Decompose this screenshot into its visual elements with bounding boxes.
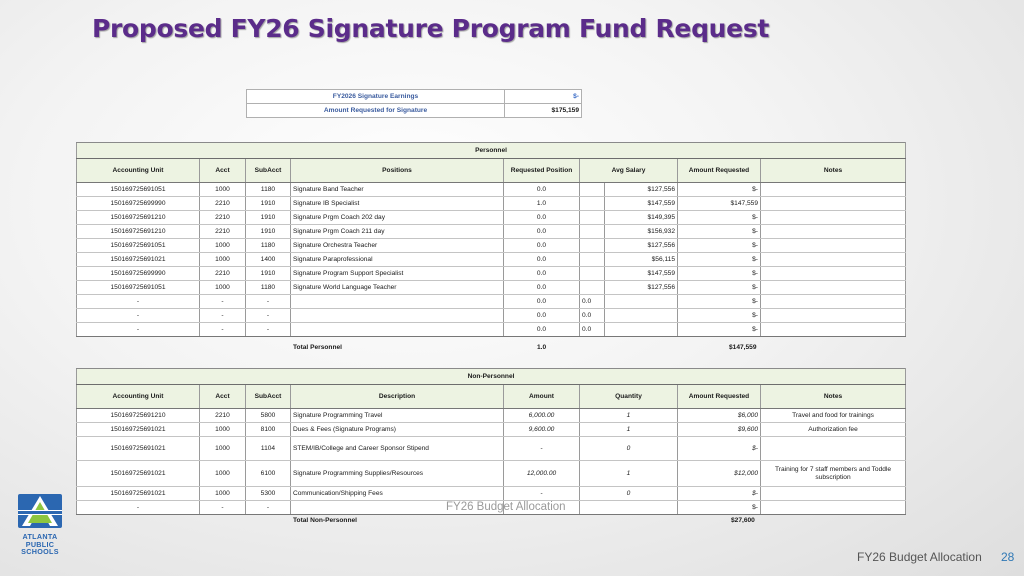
table-cell <box>761 211 906 225</box>
table-cell: Dues & Fees (Signature Programs) <box>291 423 504 437</box>
table-cell: 2210 <box>200 409 246 423</box>
table-cell: 0.0 <box>504 211 580 225</box>
table-cell: $- <box>678 253 761 267</box>
table-cell: 150169725691021 <box>77 423 200 437</box>
table-cell: Signature Band Teacher <box>291 183 504 197</box>
table-cell: 0.0 <box>504 281 580 295</box>
table-cell: 9,600.00 <box>504 423 580 437</box>
table-cell: Signature Paraprofessional <box>291 253 504 267</box>
table-cell <box>291 323 504 337</box>
table-cell: - <box>77 309 200 323</box>
table-cell: 1000 <box>200 423 246 437</box>
table-cell: 1910 <box>246 211 291 225</box>
table-cell: 2210 <box>200 225 246 239</box>
table-cell: - <box>246 501 291 515</box>
total-personnel-positions: 1.0 <box>537 344 547 351</box>
table-cell: - <box>200 501 246 515</box>
table-cell: 1180 <box>246 239 291 253</box>
table-cell <box>580 225 605 239</box>
column-header: Accounting Unit <box>77 385 200 409</box>
watermark-text: FY26 Budget Allocation <box>446 501 566 513</box>
table-cell <box>580 211 605 225</box>
personnel-table <box>76 142 906 337</box>
total-personnel-amount: $147,559 <box>729 344 757 351</box>
table-cell: $- <box>678 239 761 253</box>
table-cell: Signature Orchestra Teacher <box>291 239 504 253</box>
table-cell: 1.0 <box>504 197 580 211</box>
section-band <box>77 369 906 385</box>
table-cell: 1104 <box>246 437 291 461</box>
table-cell <box>605 323 678 337</box>
table-cell: 2210 <box>200 211 246 225</box>
table-cell: - <box>200 295 246 309</box>
table-row <box>77 461 906 487</box>
table-cell <box>605 309 678 323</box>
table-cell: 2210 <box>200 197 246 211</box>
header-row <box>77 159 906 183</box>
table-cell: $- <box>678 183 761 197</box>
table-cell <box>761 225 906 239</box>
table-cell: $- <box>678 323 761 337</box>
table-row <box>77 323 906 337</box>
table-cell: 1180 <box>246 183 291 197</box>
table-cell: - <box>504 487 580 501</box>
section-band <box>77 143 906 159</box>
table-cell <box>291 295 504 309</box>
table-cell: 150169725691021 <box>77 487 200 501</box>
table-cell: 150169725691021 <box>77 437 200 461</box>
table-cell: 1000 <box>200 253 246 267</box>
table-cell: 0.0 <box>504 323 580 337</box>
table-cell: $127,556 <box>605 183 678 197</box>
table-cell: $- <box>678 295 761 309</box>
table-row <box>77 437 906 461</box>
summary-value: $- <box>505 90 582 104</box>
table-cell <box>761 183 906 197</box>
table-cell: 0.0 <box>504 225 580 239</box>
table-cell: 0.0 <box>580 309 605 323</box>
column-header: SubAcct <box>246 385 291 409</box>
table-cell: 1180 <box>246 281 291 295</box>
column-header: Acct <box>200 385 246 409</box>
table-cell: - <box>200 309 246 323</box>
table-cell: - <box>77 295 200 309</box>
table-cell: 1910 <box>246 197 291 211</box>
table-row <box>77 409 906 423</box>
table-cell: 150169725691210 <box>77 211 200 225</box>
table-cell <box>761 197 906 211</box>
table-cell: $56,115 <box>605 253 678 267</box>
logo-line: ATLANTA <box>22 532 58 541</box>
column-header: Amount <box>504 385 580 409</box>
table-cell: 8100 <box>246 423 291 437</box>
summary-value: $175,159 <box>505 104 582 118</box>
table-cell: 150169725691051 <box>77 183 200 197</box>
table-cell: Training for 7 staff members and Toddle subscription <box>761 461 906 487</box>
table-cell <box>605 295 678 309</box>
nonpersonnel-table <box>76 368 906 515</box>
section-title: Non-Personnel <box>77 369 906 385</box>
table-cell: 6,000.00 <box>504 409 580 423</box>
table-cell: 0.0 <box>504 183 580 197</box>
table-cell <box>761 501 906 515</box>
table-row <box>77 487 906 501</box>
table-cell: 150169725699990 <box>77 267 200 281</box>
table-cell <box>761 437 906 461</box>
table-row <box>77 253 906 267</box>
table-cell: Signature IB Specialist <box>291 197 504 211</box>
table-cell: $- <box>678 487 761 501</box>
total-nonpersonnel-amount: $27,600 <box>731 517 755 524</box>
total-nonpersonnel-label: Total Non-Personnel <box>293 517 357 524</box>
column-header: Amount Requested <box>678 159 761 183</box>
logo-a-icon <box>14 492 66 528</box>
table-cell: - <box>246 309 291 323</box>
table-cell: $127,556 <box>605 239 678 253</box>
table-cell: $- <box>678 437 761 461</box>
summary-row <box>247 104 582 118</box>
table-cell: - <box>246 323 291 337</box>
table-cell: 1 <box>580 409 678 423</box>
table-cell <box>580 239 605 253</box>
table-cell <box>761 239 906 253</box>
table-cell <box>761 253 906 267</box>
column-header: SubAcct <box>246 159 291 183</box>
table-cell <box>291 309 504 323</box>
table-cell: $- <box>678 225 761 239</box>
table-cell: 150169725699990 <box>77 197 200 211</box>
table-cell: - <box>246 295 291 309</box>
table-cell: - <box>77 501 200 515</box>
table-cell: Authorization fee <box>761 423 906 437</box>
table-cell: $- <box>678 501 761 515</box>
column-header: Positions <box>291 159 504 183</box>
table-cell: 150169725691051 <box>77 239 200 253</box>
table-row <box>77 281 906 295</box>
table-cell: 1000 <box>200 461 246 487</box>
table-cell: - <box>504 437 580 461</box>
column-header: Notes <box>761 159 906 183</box>
table-cell: 0 <box>580 487 678 501</box>
table-cell: 5800 <box>246 409 291 423</box>
table-cell: 0.0 <box>504 239 580 253</box>
table-cell: 0.0 <box>580 295 605 309</box>
table-cell: 150169725691051 <box>77 281 200 295</box>
table-cell: Travel and food for trainings <box>761 409 906 423</box>
table-cell: STEM/IB/College and Career Sponsor Stipend <box>291 437 504 461</box>
table-cell: - <box>200 323 246 337</box>
table-cell: 1000 <box>200 281 246 295</box>
table-row <box>77 309 906 323</box>
table-cell: $9,600 <box>678 423 761 437</box>
table-cell: 1000 <box>200 487 246 501</box>
table-row <box>77 267 906 281</box>
atlanta-public-schools-logo <box>14 492 66 556</box>
header-row <box>77 385 906 409</box>
table-cell: $- <box>678 267 761 281</box>
table-row <box>77 197 906 211</box>
column-header: Notes <box>761 385 906 409</box>
table-cell: Signature Prgm Coach 202 day <box>291 211 504 225</box>
summary-row <box>247 90 582 104</box>
table-cell: $- <box>678 211 761 225</box>
table-cell <box>580 253 605 267</box>
total-personnel-label: Total Personnel <box>293 344 342 351</box>
table-cell: 2210 <box>200 267 246 281</box>
page-number: 28 <box>1001 550 1015 564</box>
table-cell: Signature Programming Supplies/Resources <box>291 461 504 487</box>
column-header: Amount Requested <box>678 385 761 409</box>
table-row <box>77 183 906 197</box>
table-cell: 1000 <box>200 437 246 461</box>
table-row <box>77 423 906 437</box>
table-cell: $147,559 <box>678 197 761 211</box>
logo-line: PUBLIC <box>25 539 55 549</box>
table-cell: 150169725691021 <box>77 461 200 487</box>
table-cell: 0.0 <box>504 295 580 309</box>
table-cell: $147,559 <box>605 267 678 281</box>
table-cell: 1 <box>580 461 678 487</box>
table-cell: Signature Programming Travel <box>291 409 504 423</box>
table-cell <box>580 183 605 197</box>
summary-table <box>246 89 582 118</box>
table-cell: 1400 <box>246 253 291 267</box>
summary-label: FY2026 Signature Earnings <box>247 90 505 104</box>
table-cell: 0.0 <box>504 309 580 323</box>
table-cell: 150169725691021 <box>77 253 200 267</box>
column-header: Quantity <box>580 385 678 409</box>
table-cell: 1910 <box>246 225 291 239</box>
table-cell: $- <box>678 281 761 295</box>
table-cell <box>580 281 605 295</box>
column-header: Avg Salary <box>580 159 678 183</box>
table-cell <box>761 323 906 337</box>
table-cell: 1 <box>580 423 678 437</box>
table-cell: Signature Prgm Coach 211 day <box>291 225 504 239</box>
table-cell: 0.0 <box>504 253 580 267</box>
table-cell: Communication/Shipping Fees <box>291 487 504 501</box>
table-cell <box>761 309 906 323</box>
table-cell: $156,932 <box>605 225 678 239</box>
table-cell <box>580 501 678 515</box>
table-cell: $12,000 <box>678 461 761 487</box>
table-cell: $149,395 <box>605 211 678 225</box>
table-cell: 150169725691210 <box>77 409 200 423</box>
table-cell: $127,556 <box>605 281 678 295</box>
table-cell: Signature Program Support Specialist <box>291 267 504 281</box>
table-cell <box>761 267 906 281</box>
column-header: Acct <box>200 159 246 183</box>
table-cell: 1000 <box>200 239 246 253</box>
table-row <box>77 211 906 225</box>
table-cell: 6100 <box>246 461 291 487</box>
column-header: Accounting Unit <box>77 159 200 183</box>
table-cell <box>761 487 906 501</box>
footer-label: FY26 Budget Allocation <box>857 550 982 564</box>
table-cell <box>761 281 906 295</box>
table-row <box>77 295 906 309</box>
table-cell <box>580 197 605 211</box>
table-cell <box>761 295 906 309</box>
table-cell: 5300 <box>246 487 291 501</box>
table-cell <box>580 267 605 281</box>
table-cell: 12,000.00 <box>504 461 580 487</box>
column-header: Requested Position <box>504 159 580 183</box>
page-title: Proposed FY26 Signature Program Fund Request <box>92 14 770 43</box>
table-cell: $- <box>678 309 761 323</box>
table-cell: 0.0 <box>580 323 605 337</box>
table-row <box>77 225 906 239</box>
table-cell: 0.0 <box>504 267 580 281</box>
table-cell: - <box>77 323 200 337</box>
table-cell: $6,000 <box>678 409 761 423</box>
table-cell: 1000 <box>200 183 246 197</box>
table-cell: 150169725691210 <box>77 225 200 239</box>
logo-line: SCHOOLS <box>21 547 59 557</box>
table-cell: Signature World Language Teacher <box>291 281 504 295</box>
column-header: Description <box>291 385 504 409</box>
table-cell: 0 <box>580 437 678 461</box>
summary-label: Amount Requested for Signature <box>247 104 505 118</box>
table-row <box>77 239 906 253</box>
table-cell: 1910 <box>246 267 291 281</box>
table-cell: $147,559 <box>605 197 678 211</box>
section-title: Personnel <box>77 143 906 159</box>
